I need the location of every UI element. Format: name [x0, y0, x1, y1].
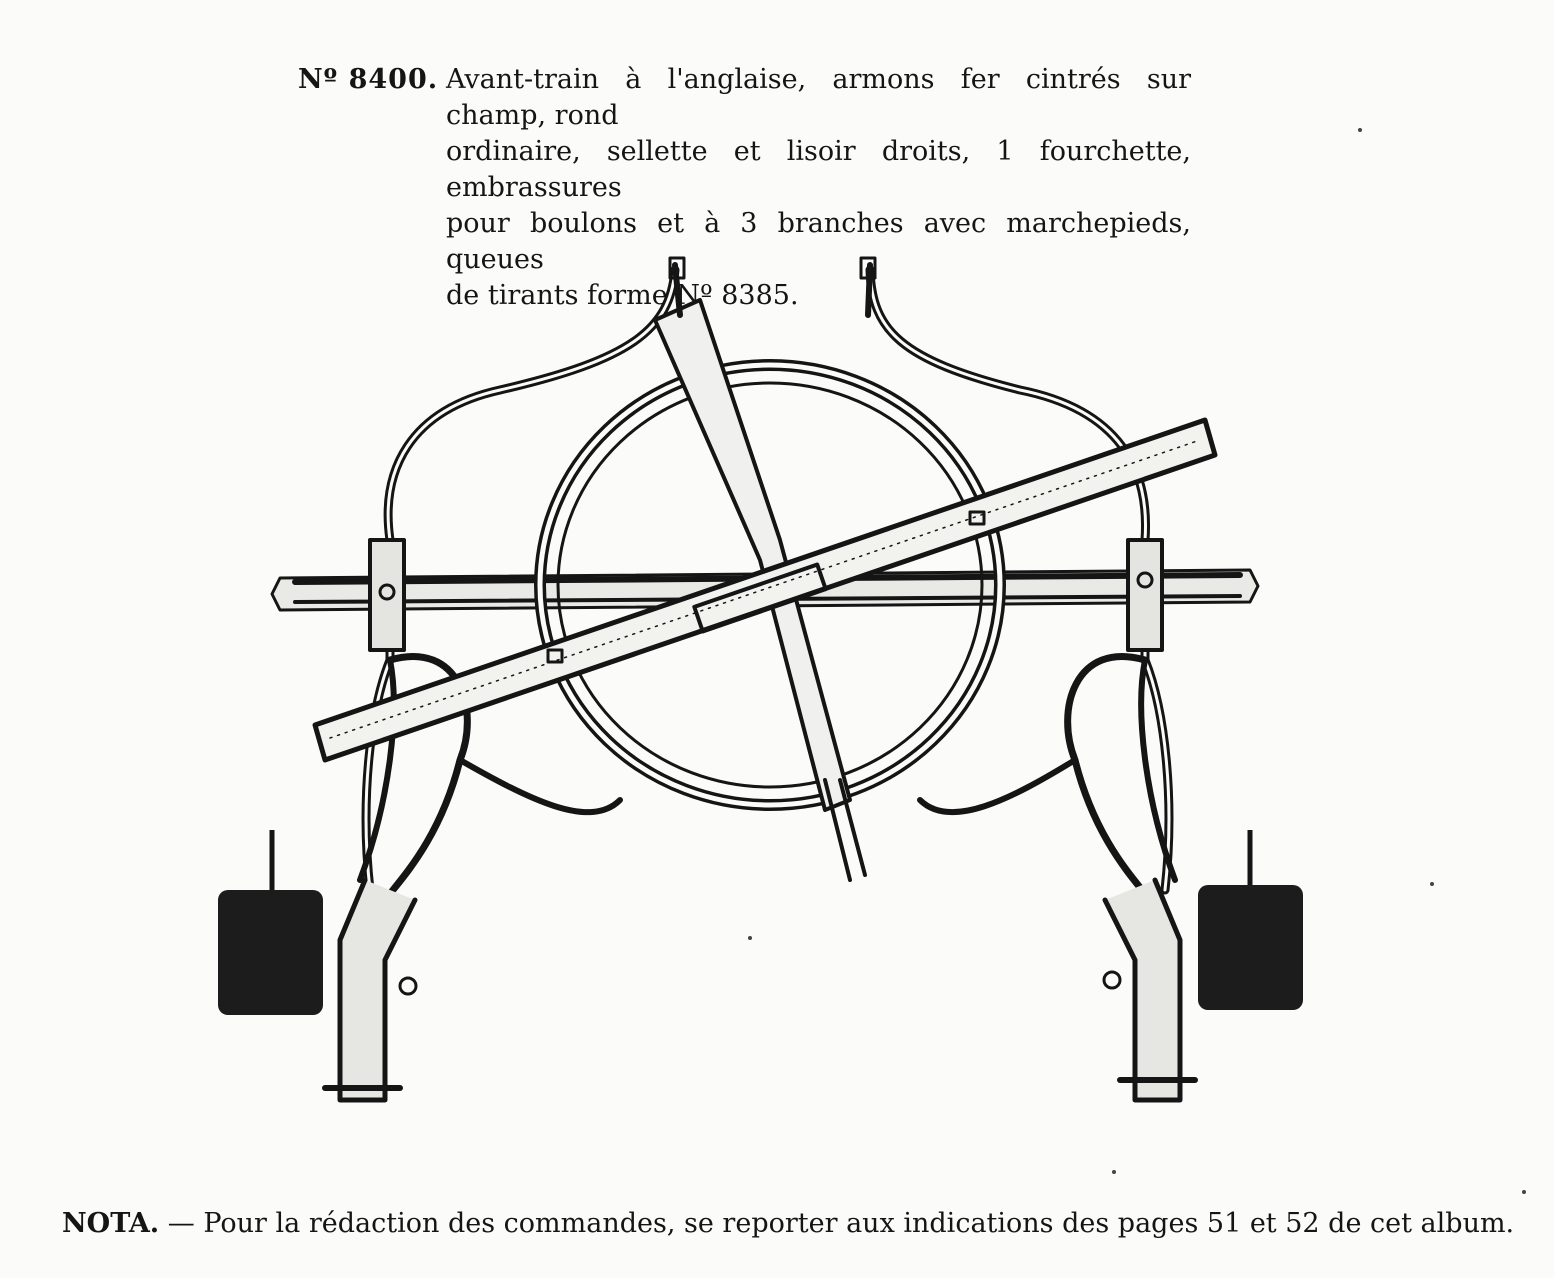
avant-train-illustration — [200, 240, 1360, 1120]
item-description: Avant-train à l'anglaise, armons fer cintrés sur champ, rond ordinaire, sellette et lisoir droits, 1 fourchette, embrassures pour boulons et à 3 branches avec marchepieds, queues de tirants forme Nº 8385. — [446, 64, 1191, 311]
right-leg — [1104, 880, 1195, 1100]
print-speck — [1522, 1190, 1526, 1194]
right-embrassure — [1128, 540, 1162, 650]
note-text: — Pour la rédaction des commandes, se reporter aux indications des pages 51 et 52 de cet album. — [159, 1208, 1515, 1239]
right-step-plate — [1198, 885, 1303, 1010]
left-embrassure — [370, 540, 404, 650]
print-speck — [1430, 882, 1434, 886]
item-number: Nº 8400. — [298, 64, 439, 95]
print-speck — [748, 936, 752, 940]
left-leg — [325, 880, 416, 1100]
footer-note — [62, 1206, 1515, 1242]
note-label: NOTA. — [62, 1208, 160, 1239]
print-speck — [1358, 128, 1362, 132]
left-step-plate — [218, 890, 323, 1015]
print-speck — [1112, 1170, 1116, 1174]
